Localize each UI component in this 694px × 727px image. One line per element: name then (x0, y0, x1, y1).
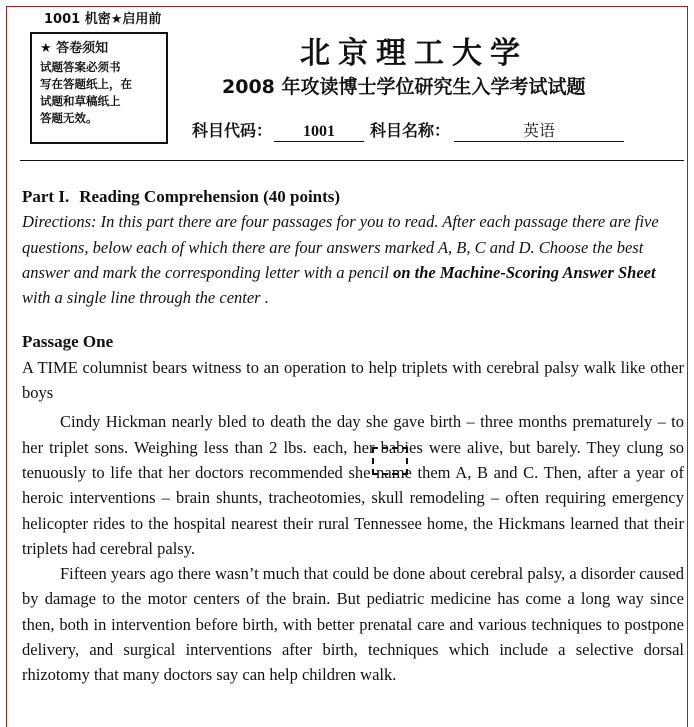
notice-title: ★ 答卷须知 (40, 41, 109, 56)
subject-code-label: 科目代码： (192, 121, 273, 140)
passage-paragraph-2: Fifteen years ago there wasn’t much that could be done about cerebral palsy, a disorder caused by damage to the motor centers of the brain. But pediatric medicine has come a long way since then, both in intervention before birth, with better prenatal care and various techniques to postpone delivery, and surgical interventions after birth, techniques which include a selective dorsal rhizotomy that many doctors say can help children walk. (22, 564, 684, 685)
answer-notice-box (30, 32, 168, 144)
part-title: Reading Comprehension (40 points) (79, 187, 341, 206)
university-name: 北京理工大学 (300, 36, 528, 71)
subject-code-value: 1001 (274, 123, 364, 142)
notice-line: 试题答案必须书 (40, 60, 121, 74)
directions-bold: on the Machine-Scoring Answer Sheet (393, 262, 656, 282)
notice-line: 试题和草稿纸上 (40, 94, 121, 108)
notice-line: 写在答题纸上，在 (40, 77, 132, 91)
header-divider (20, 160, 684, 161)
subject-name-value: 英语 (454, 118, 624, 142)
part-label: Part I. (22, 187, 70, 206)
directions-text (22, 209, 684, 310)
subject-name-label: 科目名称： (370, 121, 451, 140)
exam-content (22, 184, 684, 688)
exam-code-line: 1001 机密★启用前 (44, 12, 162, 27)
part-heading (22, 184, 684, 209)
passage-lead: A TIME columnist bears witness to an operation to help triplets with cerebral palsy walk like other boys (22, 357, 684, 403)
passage-heading: Passage One (22, 332, 114, 352)
passage-paragraph-1: Cindy Hickman nearly bled to death the day she gave birth – three months prematurely – to her triplet sons. Weighing less than 2 lbs. each, her babies were alive, but barely. They clung so tenuously to life that her doctors recommended she name them A, B and C. Then, after a year of heroic interventions – brain shunts, tracheotomies, skull remodeling – often requiring emergency helicopter rides to the hospital nearest their rural Tennessee home, the Hickmans learned that their triplets had cerebral palsy. (22, 412, 684, 558)
directions-part-b: with a single line through the center . (22, 288, 269, 308)
directions-part-a: Directions: In this part there are four passages for you to read. After each passage there are five questions, below each of which there are four answers marked A, B, C and D. Choose the best answer and mark the corresponding letter with a pencil (22, 212, 659, 282)
notice-line: 答题无效。 (40, 111, 98, 125)
exam-title: 2008 年攻读博士学位研究生入学考试试题 (222, 76, 586, 98)
subject-line (192, 118, 624, 142)
